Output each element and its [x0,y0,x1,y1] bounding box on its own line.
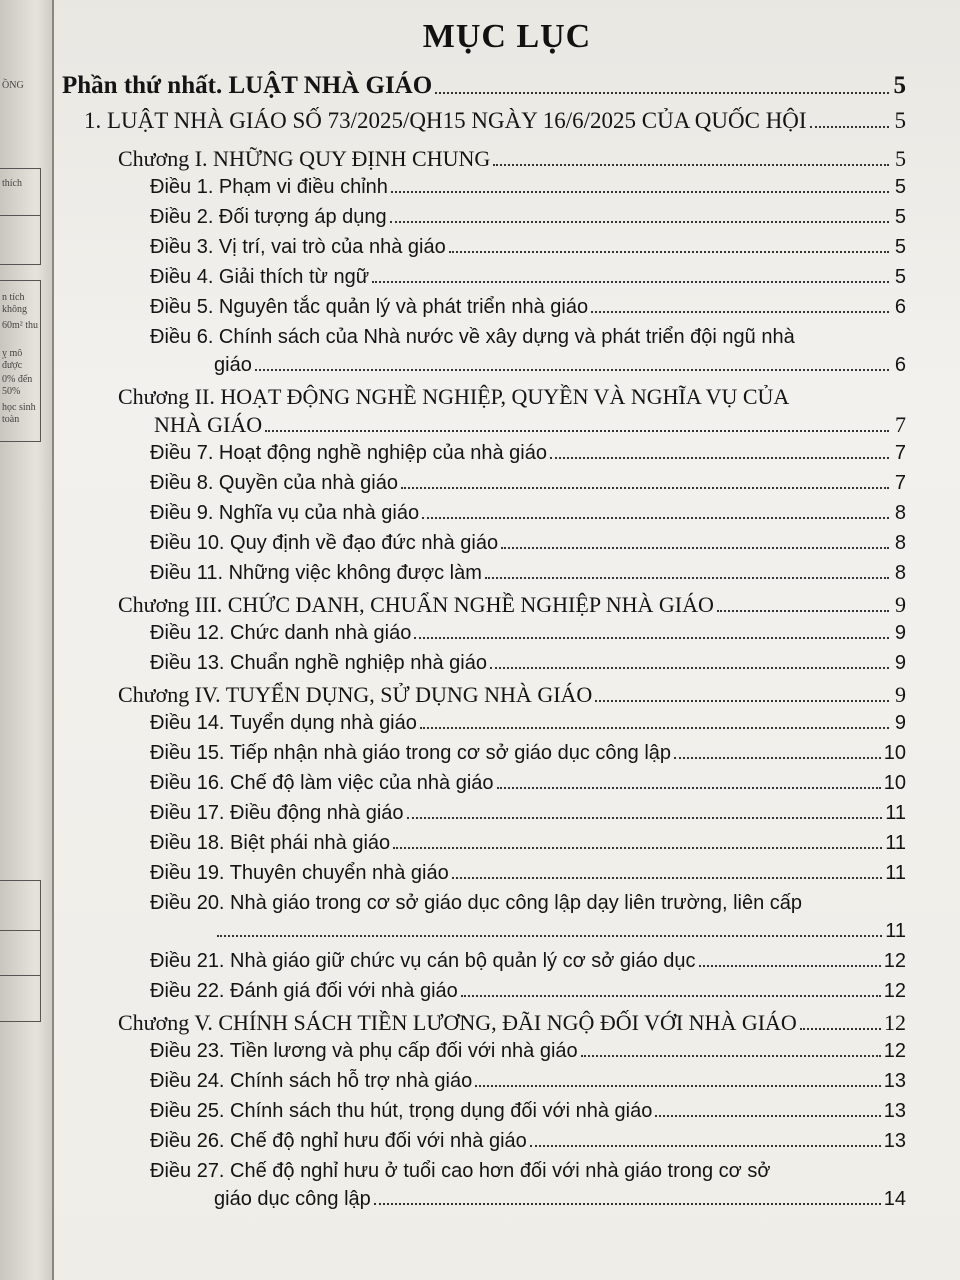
dot-leader [655,1114,880,1117]
dot-leader [493,163,889,166]
toc-page-number: 14 [883,1188,906,1210]
toc-page-number: 8 [894,562,906,584]
toc-entry-label: Điều 14. Tuyển dụng nhà giáo [150,712,417,734]
dot-leader [372,280,889,283]
dot-leader [390,220,889,223]
toc-article-entry[interactable] [214,1188,906,1211]
dot-leader [374,1202,881,1205]
toc-article-entry[interactable] [150,266,906,289]
dot-leader [255,368,889,371]
toc-article-entry[interactable] [150,562,906,585]
dot-leader [407,816,883,819]
dot-leader [393,846,882,849]
dot-leader [497,786,881,789]
toc-entry-label: Điều 21. Nhà giáo giữ chức vụ cán bộ quản lý cơ sở giáo dục [150,950,696,972]
toc-article-entry[interactable] [150,802,906,825]
dot-leader [461,994,881,997]
toc-article-entry[interactable] [150,652,906,675]
adjacent-page-fragment: ỵ mô được [2,348,23,371]
adjacent-page-box [0,880,41,1022]
toc-page-number: 8 [894,502,906,524]
dot-leader [475,1084,881,1087]
toc-page-number: 6 [894,296,906,318]
toc-entry-label: Điều 4. Giải thích từ ngữ [150,266,370,288]
toc-article-entry[interactable] [150,472,906,495]
toc-page-number: 8 [894,532,906,554]
toc-entry-label: giáo dục công lập [214,1188,371,1210]
toc-entry-label: Điều 24. Chính sách hỗ trợ nhà giáo [150,1070,473,1092]
toc-entry-label: Chương IV. TUYỂN DỤNG, SỬ DỤNG NHÀ GIÁO [118,682,593,707]
toc-article-entry[interactable] [214,920,906,943]
toc-article-entry[interactable] [150,862,906,885]
toc-article-entry[interactable] [150,176,906,199]
dot-leader [422,516,889,519]
toc-entry-label: Chương I. NHỮNG QUY ĐỊNH CHUNG [118,146,491,171]
toc-article-entry[interactable] [150,296,906,319]
toc-page-number: 5 [894,236,906,258]
toc-page-number: 5 [894,206,906,228]
toc-article-entry[interactable] [150,832,906,855]
toc-entry-label: Điều 18. Biệt phái nhà giáo [150,832,391,854]
adjacent-page-fragment: thích [2,178,22,189]
toc-entry-label: Điều 16. Chế độ làm việc của nhà giáo [150,772,494,794]
toc-entry-label: Điều 11. Những việc không được làm [150,562,482,584]
dot-leader [217,934,882,937]
toc-entry-label: Điều 3. Vị trí, vai trò của nhà giáo [150,236,446,258]
dot-leader [717,609,889,612]
toc-page-number: 11 [885,920,906,942]
dot-leader [550,456,889,459]
toc-article-entry[interactable] [150,442,906,465]
dot-leader [414,636,889,639]
toc-page-number: 10 [883,772,906,794]
toc-entry-line1: Điều 27. Chế độ nghỉ hưu ở tuổi cao hơn đối với nhà giáo trong cơ sở [150,1160,771,1182]
toc-page-number: 9 [894,712,906,734]
toc-article-entry[interactable] [150,236,906,259]
toc-entry-label: Điều 8. Quyền của nhà giáo [150,472,398,494]
toc-page-number: 5 [893,72,906,99]
dot-leader [391,190,889,193]
adjacent-page-fragment: học sinh toàn [2,402,36,425]
toc-article-entry[interactable] [214,354,906,377]
adjacent-page-fragment: ỒNG [2,80,24,91]
toc-entry-label: Điều 1. Phạm vi điều chỉnh [150,176,388,198]
toc-entry-label: NHÀ GIÁO [154,412,263,437]
toc-page-number: 13 [883,1100,906,1122]
toc-page-number: 12 [883,980,906,1002]
toc-entry-label: Điều 25. Chính sách thu hút, trọng dụng đối với nhà giáo [150,1100,653,1122]
toc-entry-label: Phần thứ nhất. LUẬT NHÀ GIÁO [62,72,433,99]
toc-entry-line1: Điều 6. Chính sách của Nhà nước về xây dựng và phát triển đội ngũ nhà [150,326,795,348]
dot-leader [591,310,889,313]
toc-entry-label: Điều 2. Đối tượng áp dụng [150,206,387,228]
dot-leader [501,546,889,549]
toc-page-number: 10 [883,742,906,764]
toc-page-number: 12 [883,950,906,972]
dot-leader [581,1054,881,1057]
toc-entry-label: Điều 10. Quy định về đạo đức nhà giáo [150,532,499,554]
toc-page-number: 13 [883,1130,906,1152]
toc-article-entry[interactable] [150,1070,906,1093]
toc-entry-label: Điều 19. Thuyên chuyển nhà giáo [150,862,449,884]
adjacent-page-rule [0,930,40,931]
dot-leader [699,964,881,967]
dot-leader [401,486,889,489]
toc-law-heading[interactable] [84,108,906,134]
toc-entry-label: Điều 23. Tiền lương và phụ cấp đối với nhà giáo [150,1040,578,1062]
toc-entry-label: Điều 17. Điều động nhà giáo [150,802,404,824]
toc-page-number: 12 [883,1040,906,1062]
toc-entry-line1: Điều 20. Nhà giáo trong cơ sở giáo dục công lập dạy liên trường, liên cấp [150,892,803,914]
toc-entry-label: Điều 22. Đánh giá đối với nhà giáo [150,980,458,1002]
toc-page-number: 7 [894,442,906,464]
toc-article-entry[interactable] [150,950,906,973]
toc-chapter-entry[interactable] [118,146,906,172]
dot-leader [265,429,889,432]
toc-chapter-entry[interactable] [118,592,906,618]
dot-leader [449,250,889,253]
toc-page-number: 7 [894,472,906,494]
toc-article-entry[interactable] [150,742,906,765]
toc-article-entry[interactable] [150,1130,906,1153]
toc-entry-label: Điều 5. Nguyên tắc quản lý và phát triển nhà giáo [150,296,589,318]
adjacent-page-edge [0,0,54,1280]
toc-entry-label: 1. LUẬT NHÀ GIÁO SỐ 73/2025/QH15 NGÀY 16/6/2025 CỦA QUỐC HỘI [84,108,807,133]
toc-chapter-entry[interactable] [154,412,906,438]
dot-leader [530,1144,881,1147]
toc-chapter-entry[interactable] [118,1010,906,1036]
toc-entry-label: Chương III. CHỨC DANH, CHUẨN NGHỀ NGHIỆP NHÀ GIÁO [118,592,714,617]
page-title: MỤC LỤC [422,18,592,55]
toc-article-entry[interactable] [150,502,906,525]
adjacent-page-rule [0,215,40,216]
toc-entry-label: Điều 13. Chuẩn nghề nghiệp nhà giáo [150,652,487,674]
toc-article-entry[interactable] [150,532,906,555]
toc-part-heading[interactable] [62,72,906,100]
toc-page-number: 6 [894,354,906,376]
toc-page-number: 13 [883,1070,906,1092]
toc-article-entry[interactable] [150,1040,906,1063]
toc-article-entry[interactable] [150,1100,906,1123]
toc-page-number: 5 [894,176,906,198]
toc-page-number: 12 [884,1010,906,1035]
toc-page-number: 5 [895,146,906,171]
toc-article-entry[interactable] [150,980,906,1003]
toc-page-number: 9 [894,652,906,674]
dot-leader [452,876,882,879]
adjacent-page-fragment: 60m² thu [2,320,39,331]
toc-page-number: 9 [895,682,906,707]
toc-article-entry[interactable] [150,772,906,795]
dot-leader [435,91,889,94]
dot-leader [810,125,889,128]
toc-article-entry[interactable] [150,622,906,645]
toc-article-entry[interactable] [150,206,906,229]
dot-leader [485,576,889,579]
toc-entry-label: Điều 7. Hoạt động nghề nghiệp của nhà giáo [150,442,547,464]
toc-chapter-entry[interactable] [118,682,906,708]
adjacent-page-fragment: n tích không [2,292,27,315]
dot-leader [800,1027,881,1030]
toc-entry-label: Điều 9. Nghĩa vụ của nhà giáo [150,502,420,524]
toc-entry-label: Chương V. CHÍNH SÁCH TIỀN LƯƠNG, ĐÃI NGỘ ĐỐI VỚI NHÀ GIÁO [118,1010,797,1035]
toc-entry-label: giáo [214,354,252,376]
toc-page-number: 5 [894,108,906,133]
toc-page-number: 9 [894,622,906,644]
toc-page-number: 7 [895,412,906,437]
toc-article-entry[interactable] [150,712,906,735]
toc-page-number: 11 [885,862,906,884]
toc-entry-label: Điều 12. Chức danh nhà giáo [150,622,412,644]
toc-page-number: 11 [885,802,906,824]
dot-leader [595,699,889,702]
dot-leader [490,666,889,669]
dot-leader [420,726,889,729]
adjacent-page-fragment: 0% đến 50% [2,374,33,397]
toc-entry-line1: Chương II. HOẠT ĐỘNG NGHỀ NGHIỆP, QUYỀN VÀ NGHĨA VỤ CỦA [118,384,790,409]
toc-page-number: 9 [895,592,906,617]
dot-leader [674,756,881,759]
toc-page-number: 11 [885,832,906,854]
toc-entry-label: Điều 26. Chế độ nghỉ hưu đối với nhà giáo [150,1130,527,1152]
toc-page-number: 5 [894,266,906,288]
toc-entry-label: Điều 15. Tiếp nhận nhà giáo trong cơ sở giáo dục công lập [150,742,672,764]
adjacent-page-rule [0,975,40,976]
toc-page [54,0,960,1280]
